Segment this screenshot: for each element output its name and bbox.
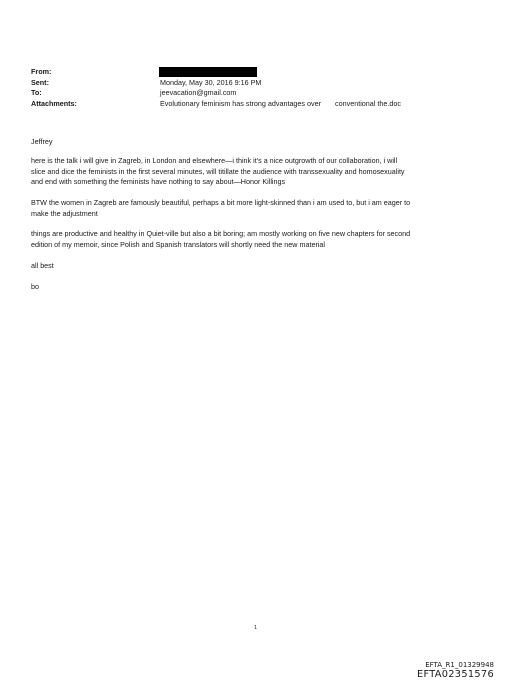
attachment-name-part2: conventional the.doc <box>335 98 401 108</box>
to-row <box>31 88 471 99</box>
bates-stamp-line-2: EFTA02351576 <box>416 669 494 680</box>
bates-stamp <box>417 661 494 680</box>
email-header <box>31 67 471 109</box>
paragraph-memoir <box>31 229 481 250</box>
sent-row <box>31 78 471 89</box>
closing: all best <box>31 260 54 270</box>
to-value: jeevacation@gmail.com <box>160 88 237 97</box>
signature: bo <box>31 281 39 291</box>
sent-label: Sent: <box>31 77 49 87</box>
redaction-block <box>159 67 257 77</box>
paragraph-line: slice and dice the feminists in the first several minutes, will titillate the audience with transsexuality and homosexuality <box>31 166 405 176</box>
from-label: From: <box>31 67 52 76</box>
attachments-value <box>160 99 401 110</box>
paragraph-line: things are productive and healthy in Quiet-ville but also a bit boring; am mostly working on five new chapters for second <box>31 229 411 239</box>
paragraph-line: make the adjustment <box>31 208 98 218</box>
paragraph-line: and end with something the feminists have nothing to say about—Honor Killings <box>31 177 286 187</box>
from-row <box>31 67 471 78</box>
sent-value: Monday, May 30, 2016 9:16 PM <box>160 77 262 87</box>
page-number: 1 <box>254 625 258 631</box>
paragraph-line: BTW the women in Zagreb are famously beautiful, perhaps a bit more light-skinned than i am used to, but i am eager to <box>31 198 411 208</box>
paragraph-line: edition of my memoir, since Polish and Spanish translators will shortly need the new material <box>31 239 326 249</box>
attachments-label: Attachments: <box>31 98 77 108</box>
email-body <box>31 137 481 292</box>
bates-stamp-line-1: EFTA_R1_01329948 <box>425 661 494 669</box>
attachment-name-part1: Evolutionary feminism has strong advantages over <box>160 98 322 108</box>
greeting: Jeffrey <box>31 137 53 146</box>
paragraph-line: here is the talk i will give in Zagreb, in London and elsewhere—i think it's a nice outgrowth of our collaboration, i will <box>31 156 398 166</box>
paragraph-zagreb <box>31 198 481 219</box>
paragraph-talk <box>31 156 481 187</box>
to-label: To: <box>31 88 42 97</box>
attachments-row <box>31 99 471 110</box>
